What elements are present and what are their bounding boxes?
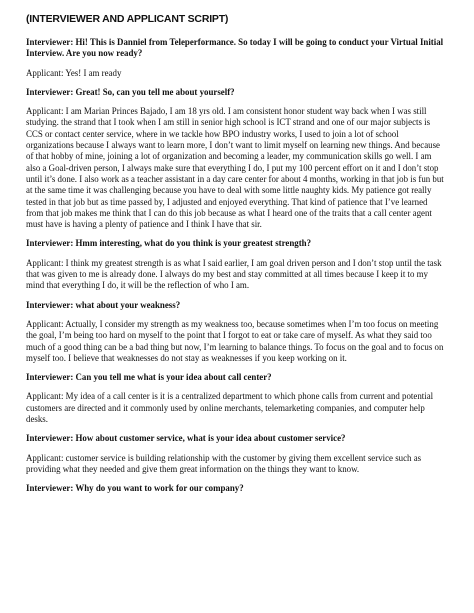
- exchange-6: [26, 433, 446, 475]
- interviewer-line: Interviewer: Hi! This is Danniel from Teleperformance. So today I will be going to conduct your Virtual Initial Interview. Are you now ready?: [26, 37, 444, 59]
- applicant-line: Applicant: I think my greatest strength is as what I said earlier, I am goal driven person and I don’t stop until the task that was given to me is already done. I always do my best and stay committed at all times because I keep it to my mind that everything I do, it will be the reflection of who I am.: [26, 257, 442, 291]
- interviewer-line: Interviewer: Hmm interesting, what do you think is your greatest strength?: [26, 238, 312, 249]
- applicant-line: Applicant: My idea of a call center is it is a centralized department to which phone calls from current and potential customers are directed and it commonly used by online merchants, telemarketing companies, and computer help desks.: [26, 391, 434, 425]
- applicant-line: Applicant: Yes! I am ready: [26, 67, 122, 78]
- exchange-4: [26, 300, 446, 364]
- interviewer-line: Interviewer: Great! So, can you tell me about yourself?: [26, 86, 235, 97]
- exchange-7: [26, 483, 446, 494]
- interviewer-line: Interviewer: Why do you want to work for our company?: [26, 483, 244, 494]
- applicant-line: Applicant: Actually, I consider my strength as my weakness too, because sometimes when I’m too focus on meeting the goal, I’m being too hard on myself to the point that I forgot to eat or take care of myself. As what they said too much of a good thing can be a bad thing but now, I’m learning to balance things. To focus on the goal and to focus on myself too. I believe that weaknesses do not stay as weaknesses if you keep working on it.: [26, 318, 444, 363]
- applicant-line: Applicant: I am Marian Princes Bajado, I am 18 yrs old. I am consistent honor student way back when I was still studying. the strand that I took when I am still in senior high school is ICT strand and one of our major subjects is CCS or contact center service, where in we tackle how BPO industry works, I used to join a lot of school organizations because I always want to learn more, I don’t want to limit myself on learning new things. And because of that hobby of mine, joining a lot of organization and becoming a leader, my communication skills go well. I am also a Goal-driven person, I always make sure that everything I do, I put my 100 percent effort on it and I don’t stop until it’s done. I also work as a teacher assistant in a day care center for about 4 months, working in that job is fun but at the same time it was challenging because you have to deal with some little naughty kids. My patience got really tested in that job but as time passed by, I adjusted and enjoyed everything. That kind of patience that I’ve learned from that job makes me think that I can do this job because as what I heard one of the traits that a call center agent must have is having a plenty of patience and I think I have that sir.: [26, 106, 444, 230]
- exchange-1: [26, 37, 446, 79]
- exchange-3: [26, 238, 446, 291]
- interviewer-line: Interviewer: what about your weakness?: [26, 299, 181, 310]
- interviewer-line: Interviewer: Can you tell me what is your idea about call center?: [26, 372, 272, 383]
- document-title: (INTERVIEWER AND APPLICANT SCRIPT): [26, 13, 229, 25]
- exchange-5: [26, 372, 446, 425]
- interviewer-line: Interviewer: How about customer service, what is your idea about customer service?: [26, 433, 346, 444]
- applicant-line: Applicant: customer service is building relationship with the customer by giving them excellent service such as providing what they needed and give them great information on the things they want to know.: [26, 452, 422, 474]
- exchange-2: [26, 87, 446, 231]
